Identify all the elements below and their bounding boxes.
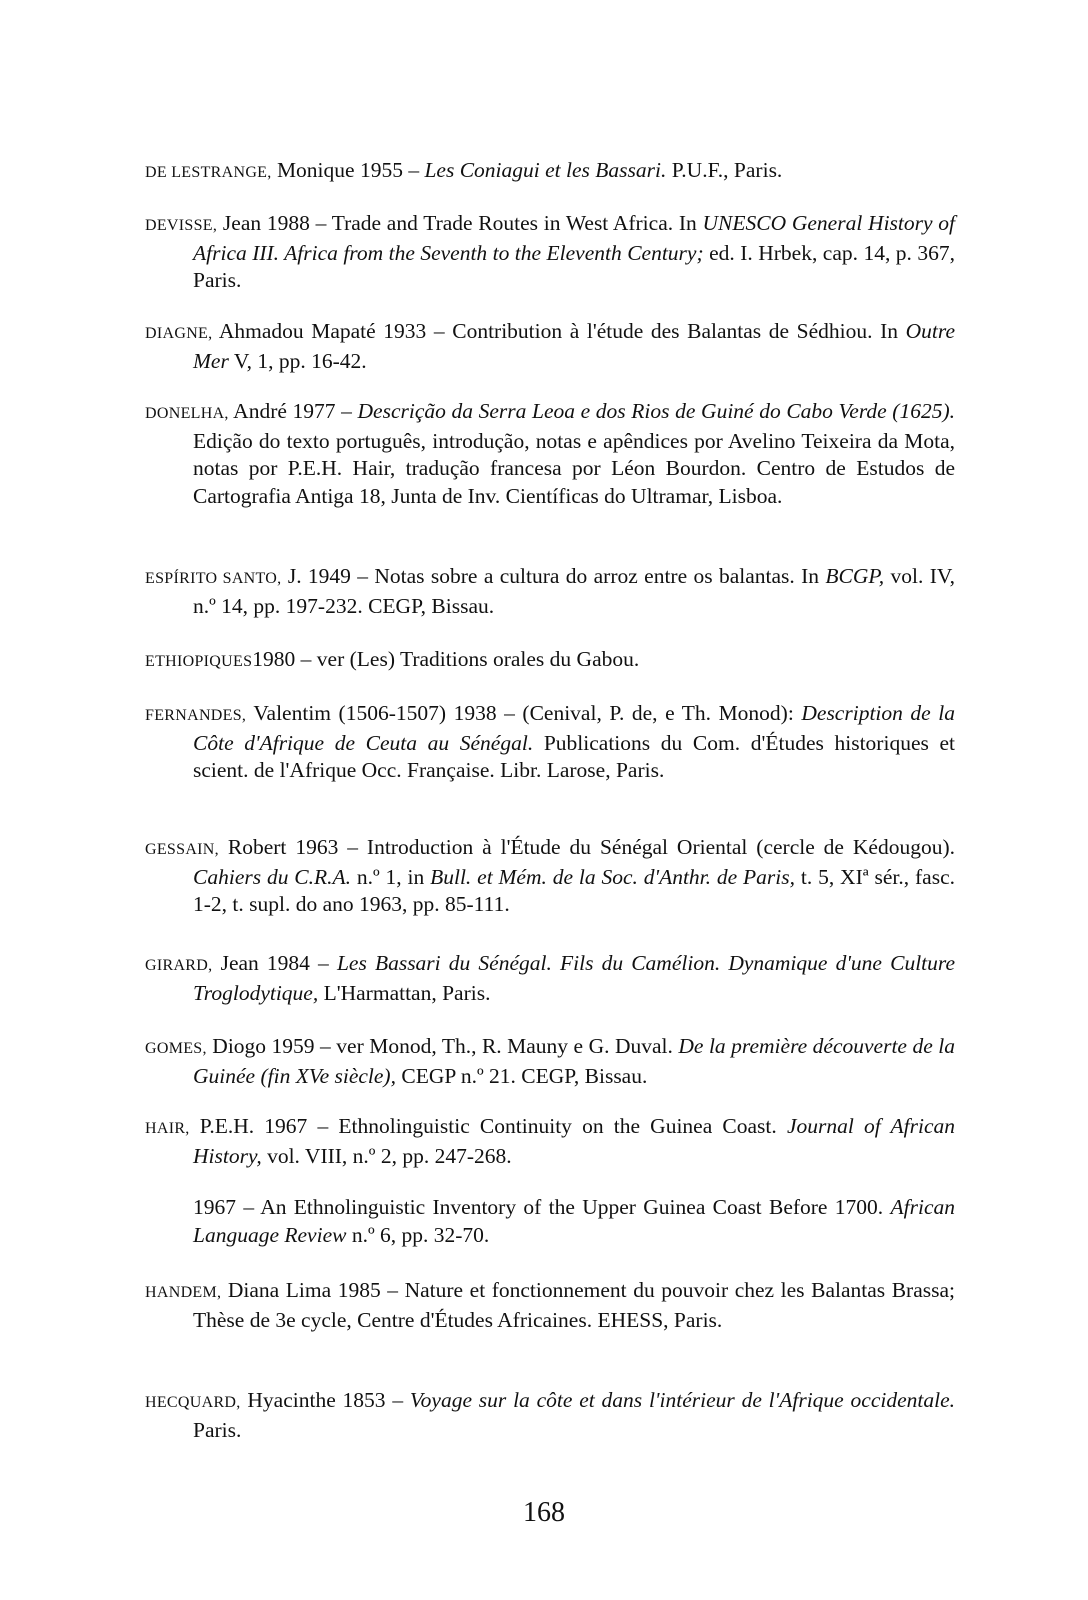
entry-text: Monique 1955 – [271, 158, 425, 182]
entry-text: Jean 1988 – Trade and Trade Routes in West Africa. In [217, 211, 703, 235]
entry-text: Diana Lima 1985 – Nature et fonctionnement du pouvoir chez les Balantas Brassa; Thèse de 3e cycle, Centre d'Études Africaines. EHESS, Paris. [193, 1278, 955, 1332]
bibliography-entry [145, 646, 955, 676]
entry-text: Diogo 1959 – ver Monod, Th., R. Mauny e G. Duval. [206, 1034, 679, 1058]
entry-text: vol. VIII, n.º 2, pp. 247-268. [261, 1143, 512, 1168]
entry-text: J. 1949 – Notas sobre a cultura do arroz entre os balantas. In [281, 564, 826, 588]
entry-text: ed. I. Hrbek, cap. 14, p. 367, Paris. [193, 240, 955, 292]
bibliography-entry [145, 1033, 955, 1090]
entry-author: DONELHA, [145, 405, 229, 422]
entry-text: Robert 1963 – Introduction à l'Étude du Sénégal Oriental (cercle de Kédougou). [218, 835, 955, 859]
entry-title: African Language Review [193, 1195, 955, 1247]
bibliography-entry [145, 398, 955, 510]
bibliography-entry [145, 210, 955, 295]
entry-text: Jean 1984 – [212, 951, 337, 975]
entry-title: Outre Mer [193, 319, 955, 373]
entry-text: Hyacinthe 1853 – [240, 1388, 410, 1412]
entry-text: Ahmadou Mapaté 1933 – Contribution à l'étude des Balantas de Sédhiou. In [212, 319, 906, 343]
entry-title: Descrição da Serra Leoa e dos Rios de Guiné do Cabo Verde (1625). [357, 399, 956, 423]
entry-text: n.º 1, in [351, 864, 431, 889]
bibliography-entry [145, 1387, 955, 1444]
entry-author: HANDEM, [145, 1284, 222, 1301]
bibliography-entry [145, 834, 955, 919]
entry-text: Publications du Com. d'Études historiques et scient. de l'Afrique Occ. Française. Libr. Larose, Paris. [193, 730, 956, 782]
entry-title: Voyage sur la côte et dans l'intérieur de l'Afrique occidentale. [409, 1388, 955, 1412]
entry-text: P.E.H. 1967 – Ethnolinguistic Continuity on the Guinea Coast. [189, 1114, 787, 1138]
entry-author: DEVISSE, [145, 217, 218, 234]
entry-title: Journal of African History, [193, 1114, 955, 1168]
page-number: 168 [523, 1497, 565, 1528]
entry-text: CEGP n.º 21. CEGP, Bissau. [395, 1063, 648, 1088]
entry-title: De la première découverte de la Guinée (fin XVe siècle), [193, 1034, 955, 1088]
bibliography-entry [145, 1113, 955, 1170]
bibliography-entry [145, 318, 955, 375]
entry-text: 1980 – ver (Les) Traditions orales du Gabou. [252, 647, 640, 671]
entry-title: Description de la Côte d'Afrique de Ceuta au Sénégal. [193, 701, 955, 755]
entry-title: Cahiers du C.R.A. [193, 864, 352, 889]
bibliography-entry [145, 1277, 955, 1334]
entry-text: L'Harmattan, Paris. [318, 980, 491, 1005]
entry-author: HAIR, [145, 1120, 190, 1137]
entry-text: t. 5, XIª sér., fasc. 1-2, t. supl. do ano 1963, pp. 85-111. [193, 864, 955, 916]
entry-author: DIAGNE, [145, 325, 213, 342]
entry-text: Edição do texto português, introdução, notas e apêndices por Avelino Teixeira da Mota, notas por P.E.H. Hair, tradução francesa por Léon Bourdon. Centro de Estudos de Cartografia Antiga 18, Junta de Inv. Científicas do Ultramar, Lisboa. [193, 428, 955, 508]
entry-title: Les Bassari du Sénégal. Fils du Camélion. Dynamique d'une Culture Troglodytique, [193, 951, 955, 1005]
entry-text: 1967 – An Ethnolinguistic Inventory of the Upper Guinea Coast Before 1700. [193, 1195, 891, 1219]
entry-text: V, 1, pp. 16-42. [228, 348, 367, 373]
entry-text: vol. IV, n.º 14, pp. 197-232. CEGP, Bissau. [193, 564, 955, 618]
bibliography-entry [145, 950, 955, 1007]
entry-title: Les Coniagui et les Bassari. [424, 158, 667, 182]
entry-author: FERNANDES, [145, 707, 247, 724]
entry-text: André 1977 – [228, 399, 358, 423]
bibliography-entry [145, 700, 955, 785]
entry-author: GESSAIN, [145, 841, 219, 858]
entry-author: ESPÍRITO SANTO, [145, 570, 282, 587]
entry-author: GOMES, [145, 1040, 207, 1057]
entry-author: ETHIOPIQUES [145, 653, 253, 670]
entry-author: DE LESTRANGE, [145, 164, 272, 181]
entry-title: BCGP, [825, 564, 885, 588]
entry-author: GIRARD, [145, 957, 213, 974]
entry-text: n.º 6, pp. 32-70. [346, 1222, 490, 1247]
entry-text: P.U.F., Paris. [666, 158, 783, 182]
entry-text: Valentim (1506-1507) 1938 – (Cenival, P. de, e Th. Monod): [246, 701, 802, 725]
bibliography-entry [145, 1194, 955, 1249]
entry-text: Paris. [193, 1417, 242, 1442]
entry-title: UNESCO General History of Africa III. Africa from the Seventh to the Eleventh Century; [193, 211, 955, 265]
entry-title: Bull. et Mém. de la Soc. d'Anthr. de Paris, [430, 864, 796, 889]
bibliography-entry [145, 157, 955, 187]
bibliography-entry [145, 563, 955, 620]
entry-author: HECQUARD, [145, 1394, 241, 1411]
